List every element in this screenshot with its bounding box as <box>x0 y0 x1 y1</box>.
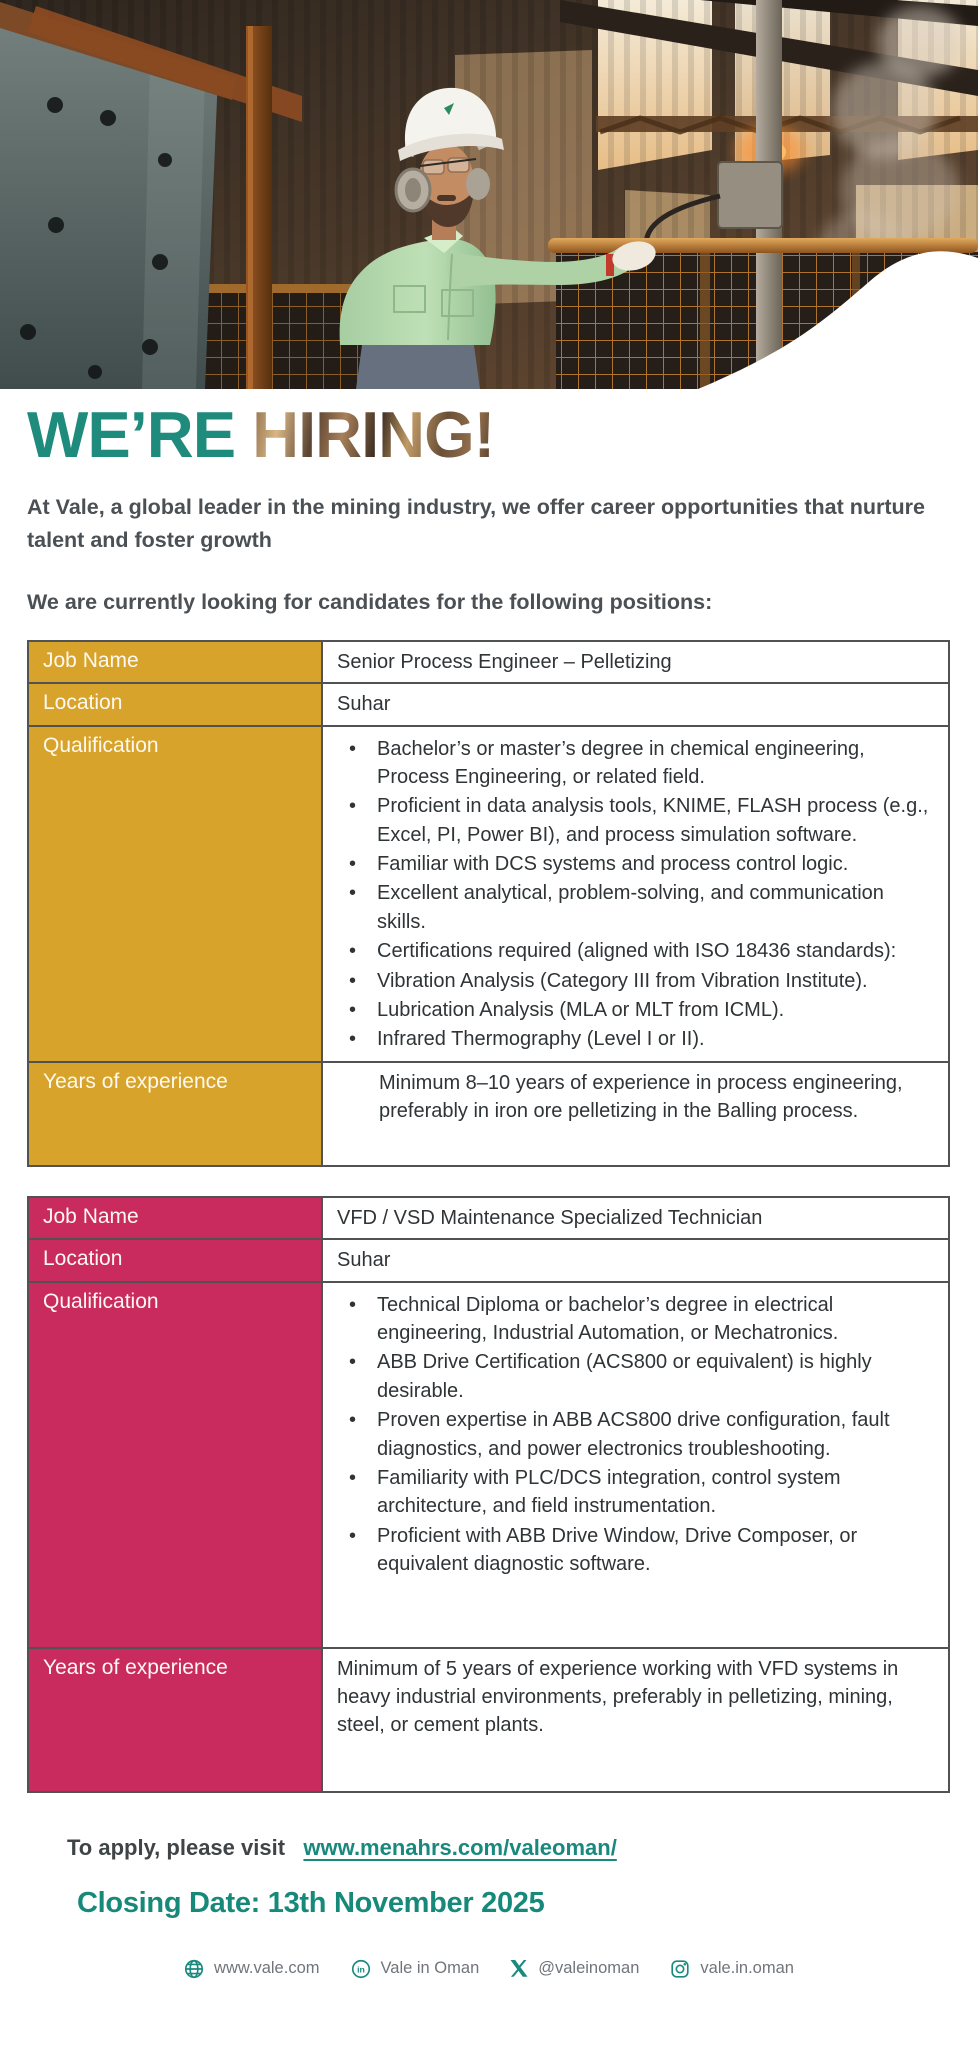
footer-label: Vale in Oman <box>380 1959 480 1978</box>
railing <box>548 238 978 253</box>
job-name-label: Job Name <box>28 1197 322 1239</box>
experience-label: Years of experience <box>28 1648 322 1792</box>
bullet-item: • Certifications required (aligned with ISO 18436 standards): <box>337 937 934 965</box>
svg-text:in: in <box>356 1963 365 1974</box>
bullet-item: • Vibration Analysis (Category III from Vibration Institute). <box>337 967 934 995</box>
experience-label: Years of experience <box>28 1062 322 1166</box>
intro-paragraph: At Vale, a global leader in the mining industry, we offer career opportunities that nurture talent and foster growth <box>27 495 925 552</box>
table-row <box>28 1282 949 1648</box>
footer-label: vale.in.oman <box>700 1959 794 1978</box>
table-row <box>28 1239 949 1281</box>
bullet-item: • Bachelor’s or master’s degree in chemical engineering, Process Engineering, or related field. <box>337 735 934 792</box>
qualification-list <box>337 735 934 1054</box>
footer-label: www.vale.com <box>214 1959 320 1978</box>
experience-text: Minimum of 5 years of experience working with VFD systems in heavy industrial environments, preferably in pelletizing, mining, steel, or cement plants. <box>337 1657 899 1737</box>
closing-date: Closing Date: 13th November 2025 <box>77 1886 545 1919</box>
experience-text: Minimum 8–10 years of experience in process engineering, preferably in iron ore pelletizing in the Balling process. <box>379 1071 903 1123</box>
bullet-item: • Infrared Thermography (Level I or II). <box>337 1025 934 1053</box>
location-label: Location <box>28 1239 322 1281</box>
table-row <box>28 683 949 725</box>
bullet-item: • Proficient with ABB Drive Window, Drive Composer, or equivalent diagnostic software. <box>337 1522 934 1579</box>
globe-icon <box>183 1958 205 1980</box>
hero-photo <box>0 0 978 389</box>
apply-prefix: To apply, please visit <box>67 1834 286 1860</box>
job-name-value: Senior Process Engineer – Pelletizing <box>322 641 949 683</box>
bullet-item: • Proven expertise in ABB ACS800 drive configuration, fault diagnostics, and power electronics troubleshooting. <box>337 1406 934 1463</box>
apply-link[interactable]: www.menahrs.com/valeoman/ <box>303 1834 617 1860</box>
bullet-item: • Excellent analytical, problem-solving, and communication skills. <box>337 879 934 936</box>
table-row <box>28 1197 949 1239</box>
qualification-list <box>337 1291 934 1579</box>
bullet-item: • Lubrication Analysis (MLA or MLT from ICML). <box>337 996 934 1024</box>
bullet-item: • Familiar with DCS systems and process control logic. <box>337 850 934 878</box>
x-icon <box>509 1959 529 1979</box>
job-name-value: VFD / VSD Maintenance Specialized Technician <box>322 1197 949 1239</box>
headline-were: WE’RE <box>27 398 236 471</box>
qualification-value <box>322 1282 949 1648</box>
bullet-item: • Familiarity with PLC/DCS integration, control system architecture, and field instrumentation. <box>337 1464 934 1521</box>
location-value: Suhar <box>322 683 949 725</box>
table-row <box>28 1062 949 1166</box>
positions-line: We are currently looking for candidates for the following positions: <box>27 589 713 614</box>
location-value: Suhar <box>322 1239 949 1281</box>
qualification-label: Qualification <box>28 726 322 1062</box>
bullet-item: • Technical Diploma or bachelor’s degree in electrical engineering, Industrial Automation, or Mechatronics. <box>337 1291 934 1348</box>
table-row <box>28 1648 949 1792</box>
footer-social-row <box>27 1958 950 1980</box>
bullet-item: • Proficient in data analysis tools, KNIME, FLASH process (e.g., Excel, PI, Power BI), and process simulation software. <box>337 792 934 849</box>
footer-item-instagram[interactable] <box>669 1958 794 1980</box>
qualification-label: Qualification <box>28 1282 322 1648</box>
content-column <box>0 398 978 1980</box>
bullet-item: • ABB Drive Certification (ACS800 or equivalent) is highly desirable. <box>337 1348 934 1405</box>
footer-item-website[interactable] <box>183 1958 319 1980</box>
apply-line <box>27 1835 950 1861</box>
table-row <box>28 726 949 1062</box>
job-name-label: Job Name <box>28 641 322 683</box>
headline-hiring: HIRING! <box>252 398 495 471</box>
hero-photo-illustration <box>0 0 978 389</box>
job-table-2 <box>27 1196 950 1793</box>
footer-item-x[interactable] <box>509 1959 639 1979</box>
linkedin-icon <box>350 1958 372 1980</box>
page-title <box>27 398 950 471</box>
qualification-value <box>322 726 949 1062</box>
instagram-icon <box>669 1958 691 1980</box>
location-label: Location <box>28 683 322 725</box>
footer-item-linkedin[interactable] <box>350 1958 480 1980</box>
experience-value <box>322 1648 949 1792</box>
footer-label: @valeinoman <box>538 1959 640 1978</box>
table-row <box>28 641 949 683</box>
experience-value <box>322 1062 949 1166</box>
job-table-1 <box>27 640 950 1167</box>
